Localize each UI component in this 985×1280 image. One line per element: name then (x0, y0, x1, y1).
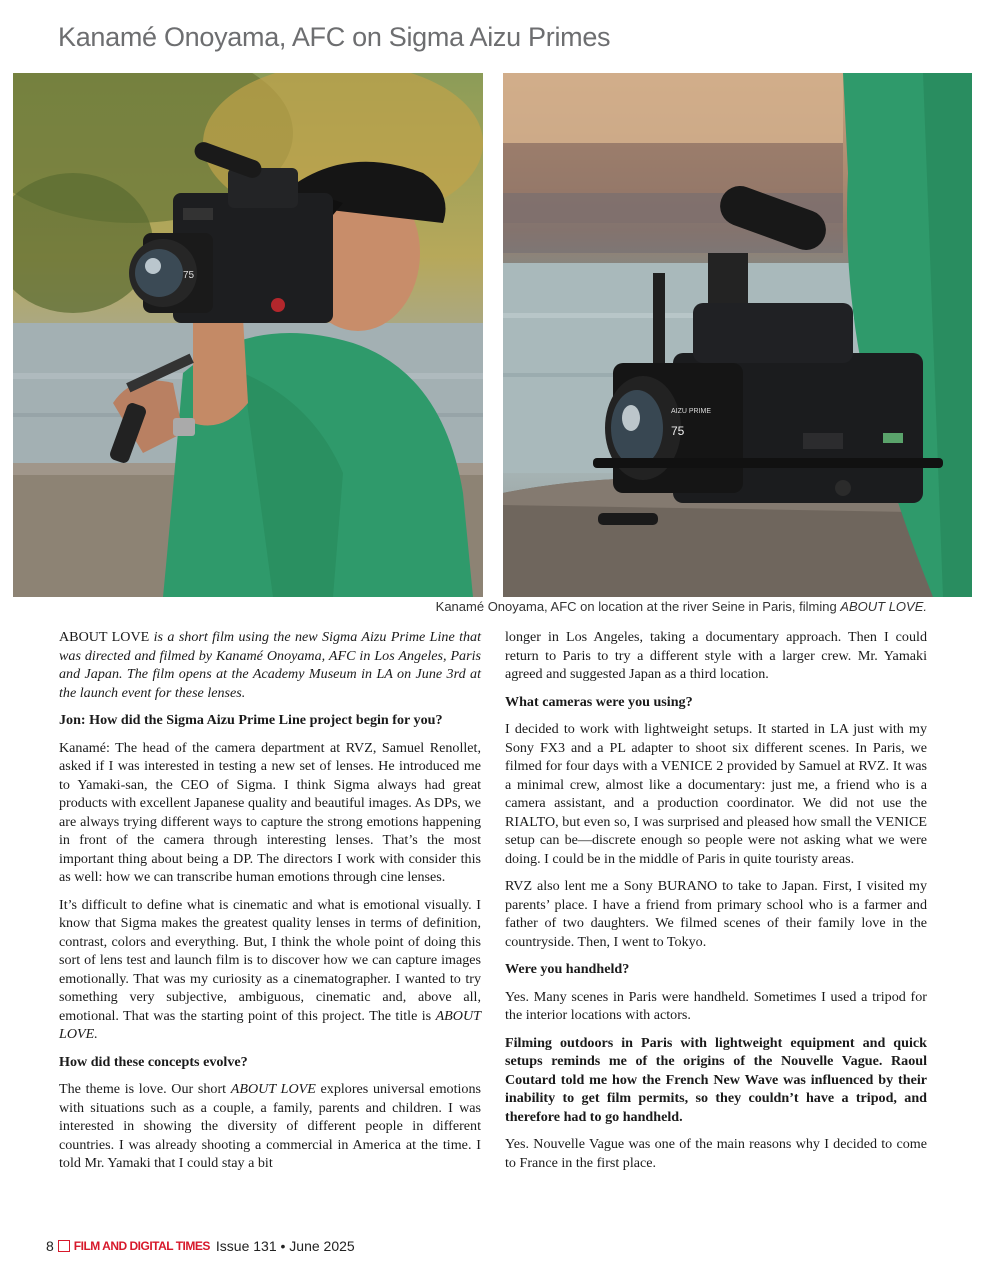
article-column-left (59, 628, 481, 1182)
question-5: Filming outdoors in Paris with lightweight equipment and quick setups reminds me of the origins of the Nouvelle Vague. Raoul Coutard told me how the French New Wave was influenced by their inability to get film permits, so they couldn’t have a tripod, and therefore had to go handheld. (505, 1034, 927, 1125)
intro-text: is a short film using the new Sigma Aizu Prime Line that was directed and filmed by Kanamé Onoyama, AFC in Los Angeles, Paris and Japan. The film opens at the Academy Museum in LA on June 3rd at the launch event for these lenses. (59, 629, 482, 701)
footer-square-icon (58, 1240, 70, 1252)
answer-2 (59, 1080, 481, 1173)
question-2: How did these concepts evolve? (59, 1053, 248, 1070)
page-footer (46, 1238, 355, 1254)
answer-1: Kanamé: The head of the camera department at RVZ, Samuel Renollet, asked if I was interested in testing a new set of lenses. He introduced me to Yamaki-san, the CEO of Sigma. I think Sigma always had great products with excellent Japanese quality and beautiful images. As DPs, we are always trying different ways to capture the strong emotions happening in front of the camera through interesting lenses. That’s the most important thing about being a DP. The directors I work with consider this as well: how we can transcribe human emotions through cine lenses. (59, 739, 481, 885)
answer-3b: RVZ also lent me a Sony BURANO to take to Japan. First, I visited my parents’ place. I have a friend from primary school who is a farmer and father of two daughters. We filmed scenes of their family love in the countryside. Then, I went to Tokyo. (505, 878, 927, 950)
answer-4: Yes. Many scenes in Paris were handheld. Sometimes I used a tripod for the interior locations with actors. (505, 988, 927, 1023)
right-lens-brand: AIZU PRIME (671, 408, 712, 415)
answer-2-continued: longer in Los Angeles, taking a documentary approach. Then I could return to Paris to try a different style with a larger crew. Mr. Yamaki agreed and suggested Japan as a third location. (505, 629, 927, 682)
left-lens-marking: 75 (183, 270, 195, 281)
issue-info: Issue 131 • June 2025 (215, 1238, 355, 1254)
answer-3: I decided to work with lightweight setups. It started in LA just with my Sony FX3 and a PL adapter to shoot six different scenes. In Paris, we filmed for four days with a VENICE 2 provided by Samuel at RVZ. It was a minimal crew, almost like a documentary: just me, a friend who is a camera assistant, and a production coordinator. We did not use the RIALTO, but even so, I was surprised and pleased how small the VENICE setup can be—discrete enough so people were not asking what we were doing. I could be in the middle of Paris in quite touristy areas. (505, 721, 927, 867)
question-4: Were you handheld? (505, 961, 630, 977)
answer-5: Yes. Nouvelle Vague was one of the main reasons why I decided to come to France in the first place. (505, 1136, 927, 1171)
caption-text: Kanamé Onoyama, AFC on location at the river Seine in Paris, filming (435, 599, 841, 614)
intro-film-title: ABOUT LOVE (59, 629, 150, 645)
page-number: 8 (46, 1238, 54, 1254)
question-3: What cameras were you using? (505, 693, 693, 710)
answer-1b-title: ABOUT LOVE. (59, 1007, 481, 1042)
caption-film-title: ABOUT LOVE. (840, 599, 927, 614)
brand-logo: FILM AND DIGITAL TIMES (73, 1239, 210, 1253)
answer-2-start: The theme is love. Our short (59, 1081, 231, 1097)
photo-operator-portrait (13, 73, 483, 597)
answer-2-text: explores universal emotions with situations such as a couple, a family, parents and children. I was interested in showing the diversity of different people in different countries. I was already shooting a commercial in America at the time. I told Mr. Yamaki that I could stay a bit (59, 1081, 481, 1171)
page-title: Kanamé Onoyama, AFC on Sigma Aizu Primes (58, 22, 611, 52)
photo-camera-rig (503, 73, 972, 597)
question-1: Jon: How did the Sigma Aizu Prime Line project begin for you? (59, 712, 443, 728)
photo-caption (436, 599, 927, 614)
article-column-right (505, 628, 927, 1181)
answer-1b-text: It’s difficult to define what is cinematic and what is emotional visually. I know that Sigma makes the greatest quality lenses in terms of definition, contrast, colors and everything. But, I think the whole point of doing this sort of lens test and launch film is to discover how we can capture images emotionally. That was my curiosity as a cinematographer. I wanted to try something very subjective, ambiguous, cinematic and, above all, emotional. That was the starting point of this project. The title is (59, 896, 481, 1024)
right-lens-marking: 75 (671, 424, 685, 438)
answer-2-title: ABOUT LOVE (230, 1081, 316, 1097)
intro-paragraph (59, 628, 481, 702)
answer-1b (59, 896, 481, 1044)
